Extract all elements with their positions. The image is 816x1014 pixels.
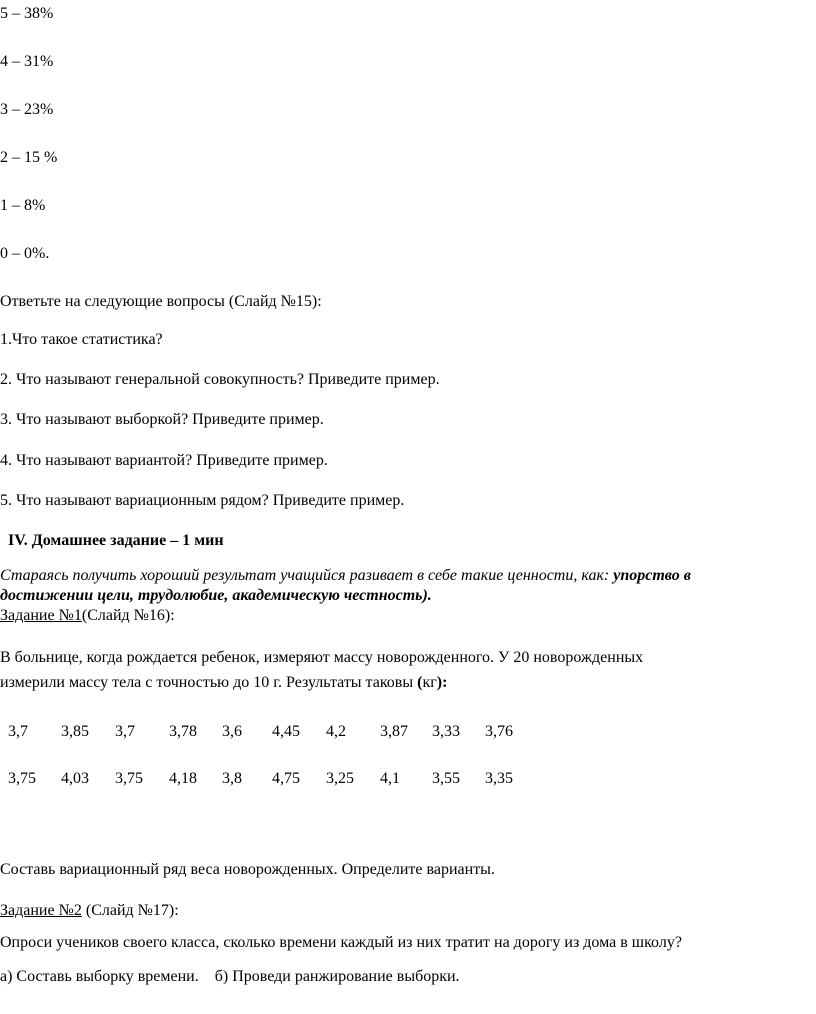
task2-label: Задание №2 [0,902,82,919]
data-value: 3,35 [485,770,513,787]
values-bold-text: упорство в [613,567,691,584]
grade-line: 1 – 8% [0,197,46,214]
task1-slide: (Слайд №16): [81,607,175,624]
task1-heading [0,606,175,626]
data-value: 4,2 [326,723,346,740]
task2-subtasks: а) Составь выборку времени. б) Проведи ранжирование выборки. [0,968,460,985]
questions-intro: Ответьте на следующие вопросы (Слайд №15): [0,293,322,310]
data-value: 3,75 [115,770,143,787]
data-value: 3,76 [485,723,513,740]
data-value: 3,87 [380,723,408,740]
data-value: 4,1 [380,770,400,787]
values-statement-line1 [0,566,691,586]
grade-line: 2 – 15 % [0,149,58,166]
data-value: 3,33 [432,723,460,740]
task1-label: Задание №1 [0,607,82,624]
question-item: 3. Что называют выборкой? Приведите пример. [0,411,324,428]
grade-line: 4 – 31% [0,53,54,70]
task1-unit: кг [422,674,437,691]
task1-text-line2 [0,673,447,693]
data-value: 4,18 [169,770,197,787]
grade-line: 3 – 23% [0,101,54,118]
data-value: 3,25 [326,770,354,787]
task2-heading [0,901,179,921]
task1-instruction: Составь вариационный ряд веса новорожденных. Определите варианты. [0,861,495,878]
data-value: 3,85 [61,723,89,740]
homework-heading: IV. Домашнее задание – 1 мин [8,532,224,549]
task1-text-start: измерили массу тела с точностью до 10 г. Результаты таковы [0,674,418,691]
question-item: 4. Что называют вариантой? Приведите пример. [0,452,328,469]
data-value: 3,6 [222,723,242,740]
data-value: 3,7 [115,723,135,740]
data-value: 3,75 [8,770,36,787]
grade-line: 5 – 38% [0,5,54,22]
task1-text-line1: В больнице, когда рождается ребенок, измеряют массу новорожденного. У 20 новорожденных [0,649,644,666]
data-value: 3,8 [222,770,242,787]
data-value: 4,03 [61,770,89,787]
task2-slide: (Слайд №17): [81,902,179,919]
grade-line: 0 – 0%. [0,245,50,262]
data-value: 3,7 [8,723,28,740]
data-value: 3,55 [432,770,460,787]
values-italic-text: Стараясь получить хороший результат учащийся разивает в себе такие ценности, как: [0,567,614,584]
question-item: 2. Что называют генеральной совокупность? Приведите пример. [0,371,440,388]
values-statement-line2: достижении цели, трудолюбие, академическую честность). [0,587,432,604]
question-item: 1.Что такое статистика? [0,331,163,348]
task1-paren-open: ( [417,674,423,691]
question-item: 5. Что называют вариационным рядом? Приведите пример. [0,492,405,509]
data-value: 4,75 [272,770,300,787]
task1-text-end: ): [436,674,448,691]
task2-text: Опроси учеников своего класса, сколько времени каждый из них тратит на дорогу из дома в школу? [0,934,682,951]
data-value: 3,78 [169,723,197,740]
data-value: 4,45 [272,723,300,740]
